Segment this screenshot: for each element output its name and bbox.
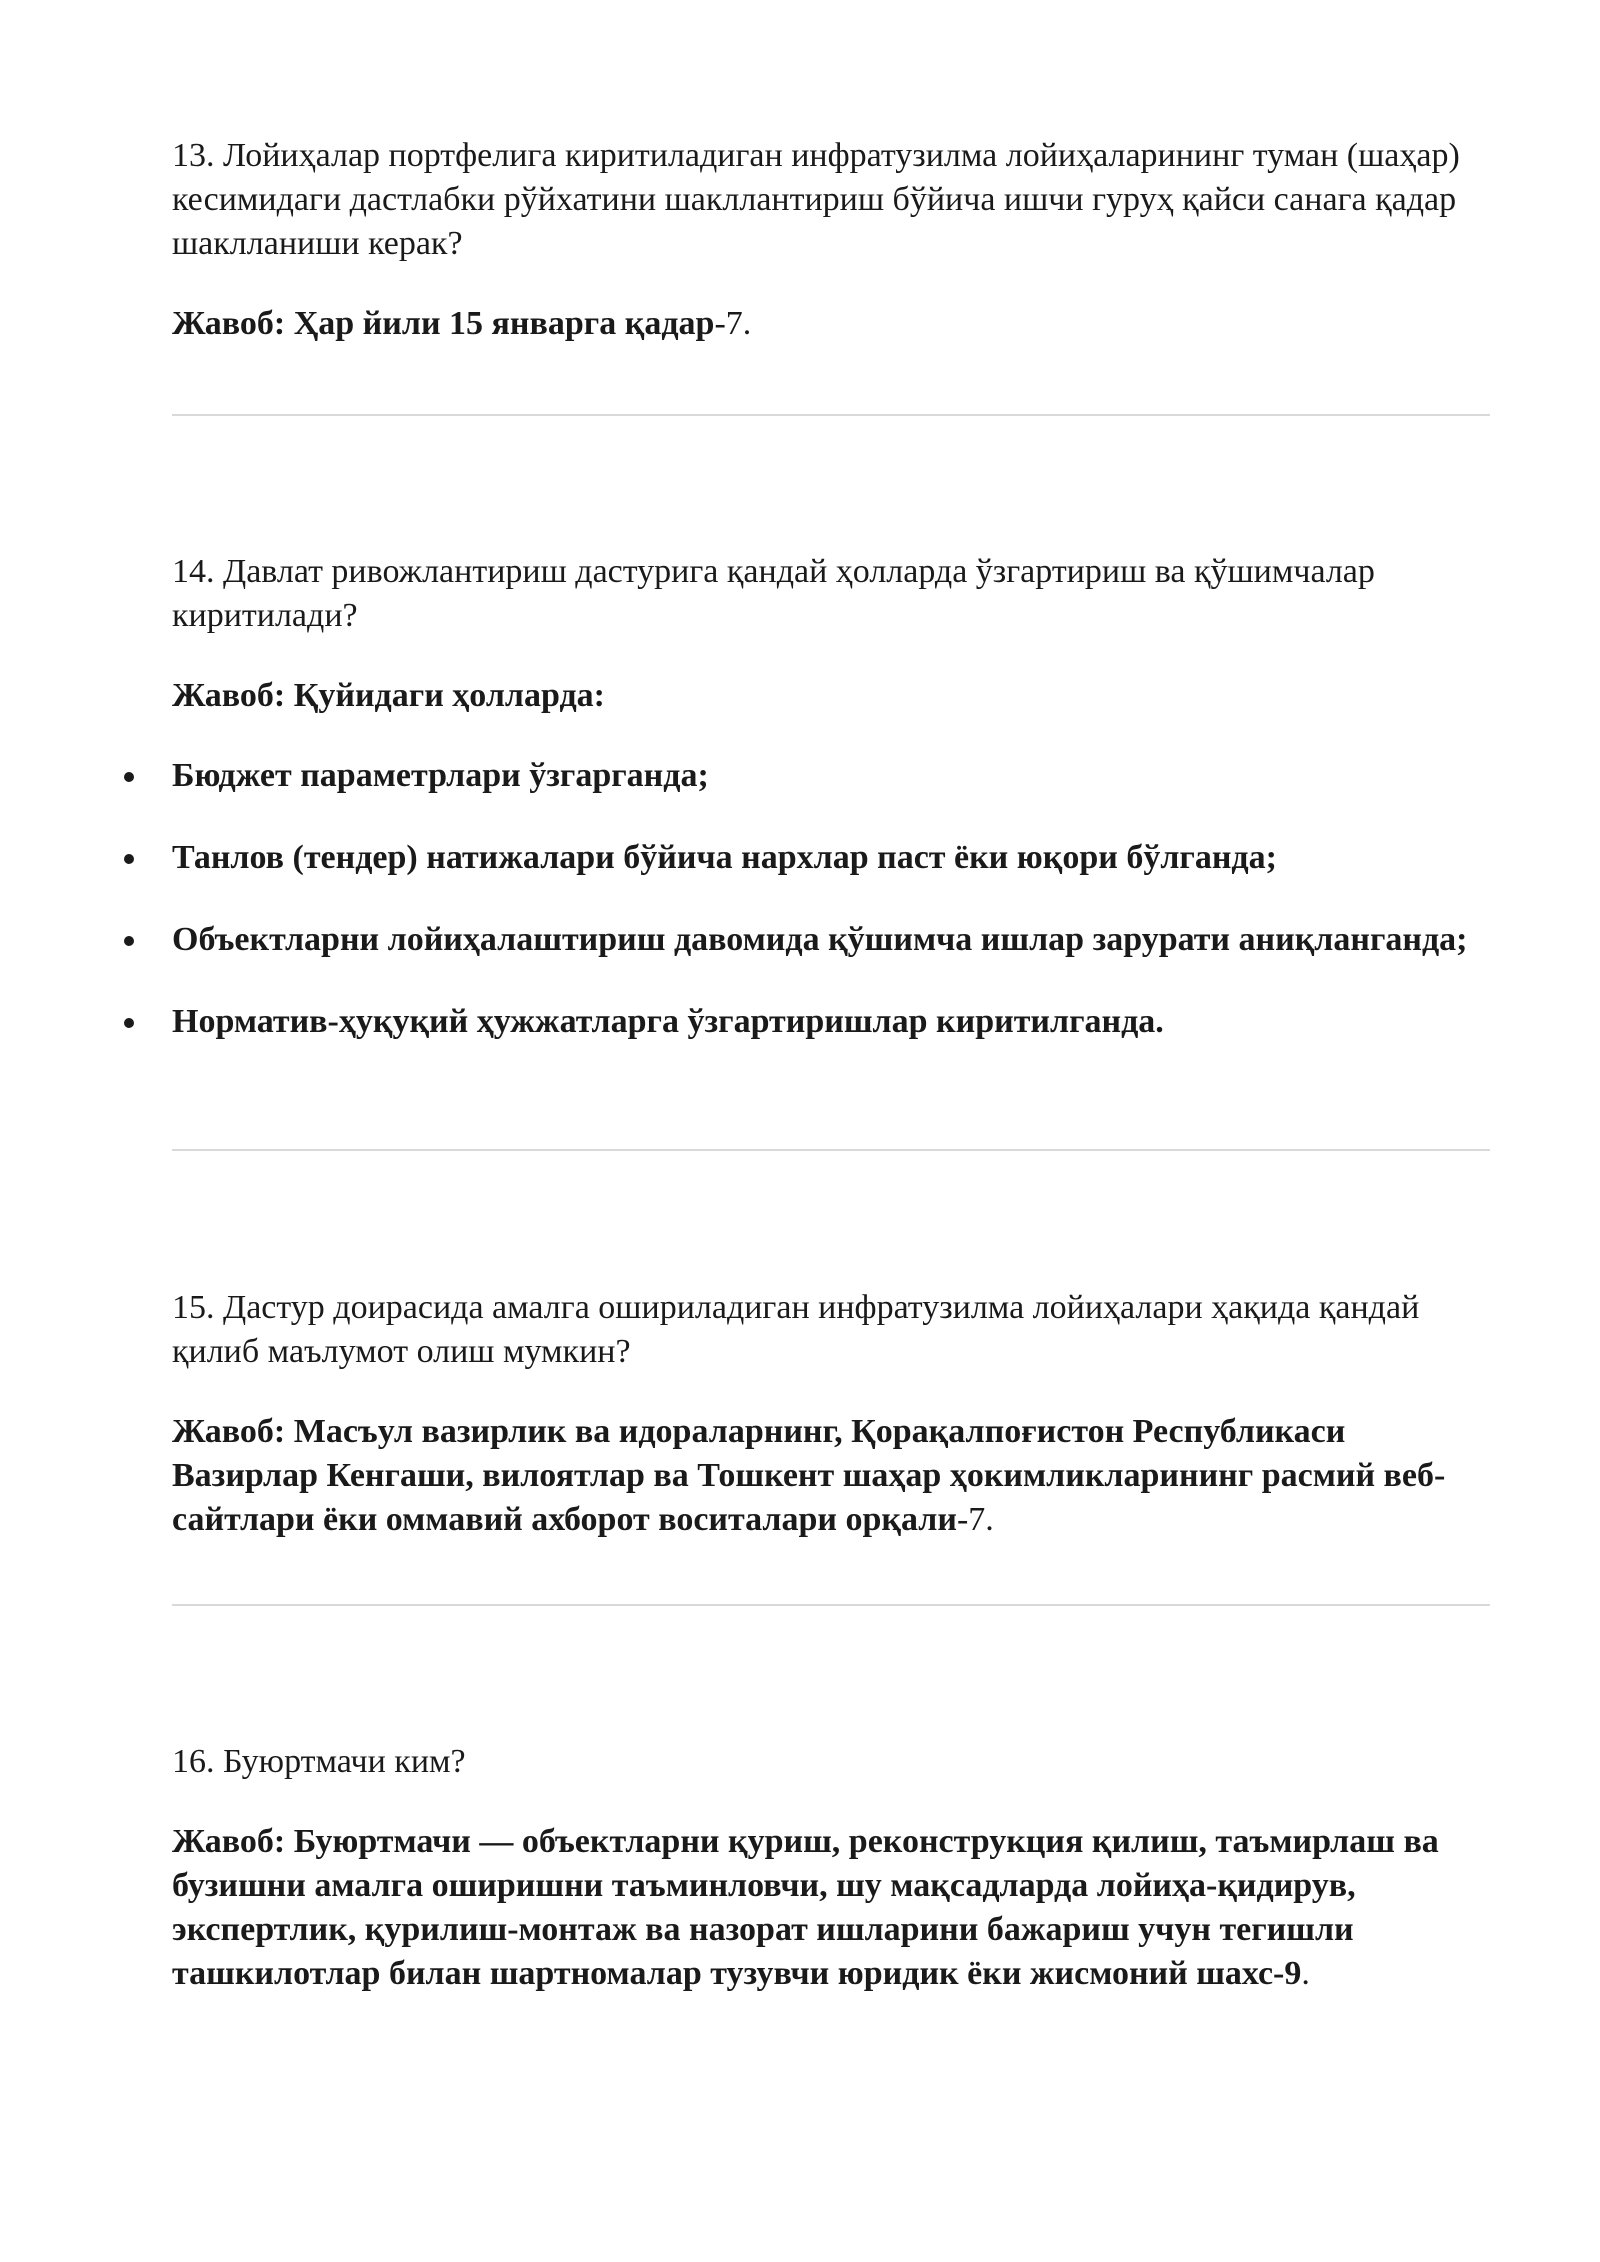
- question-text: 14. Давлат ривожлантириш дастурига қандай ҳолларда ўзгартириш ва қўшимчалар киритилади?: [172, 553, 1375, 634]
- list-item: [172, 918, 1490, 962]
- qa-block-13: [172, 134, 1490, 346]
- question-text: 16. Буюртмачи ким?: [172, 1743, 466, 1780]
- list-item-text: Объектларни лойиҳалаштириш давомида қўшимча ишлар зарурати аниқланганда;: [172, 921, 1468, 958]
- answer-bold: Жавоб: Қуйидаги ҳолларда:: [172, 677, 605, 714]
- list-item-text: Танлов (тендер) натижалари бўйича нархлар паст ёки юқори бўлганда;: [172, 839, 1277, 876]
- answer-text: [172, 302, 1490, 346]
- answer-tail: .: [1301, 1955, 1310, 1992]
- divider: [172, 1604, 1490, 1606]
- list-item: [172, 836, 1490, 880]
- qa-block-15: [172, 1286, 1490, 1542]
- bullet-icon: [124, 772, 134, 782]
- answer-bold: Жавоб: Буюртмачи — объектларни қуриш, реконструкция қилиш, таъмирлаш ва бузишни амалга оширишни таъминловчи, шу мақсадларда лойиҳа-қидирув, экспертлик, қурилиш-монтаж ва назорат ишларини бажариш учун тегишли ташкилотлар билан шартномалар тузувчи юридик ёки жисмоний шахс-9: [172, 1823, 1439, 1992]
- answer-bold: Жавоб: Масъул вазирлик ва идораларнинг, Қорақалпоғистон Республикаси Вазирлар Кенгаши, вилоятлар ва Тошкент шаҳар ҳокимликларининг расмий веб-сайтлари ёки оммавий ахборот воситалари орқали: [172, 1413, 1446, 1538]
- divider: [172, 414, 1490, 416]
- bullet-list: [172, 754, 1490, 1044]
- bullet-icon: [124, 854, 134, 864]
- list-item: [172, 1000, 1490, 1044]
- answer-text: [172, 1410, 1490, 1542]
- list-item-text: Норматив-ҳуқуқий ҳужжатларга ўзгартиришлар киритилганда.: [172, 1003, 1164, 1040]
- bullet-icon: [124, 1018, 134, 1028]
- qa-block-16: [172, 1740, 1490, 1996]
- bullet-icon: [124, 936, 134, 946]
- answer-text: [172, 1820, 1490, 1996]
- list-item: [172, 754, 1490, 798]
- list-item-text: Бюджет параметрлари ўзгарганда;: [172, 757, 709, 794]
- qa-block-14: [172, 550, 1490, 1044]
- question-text: 15. Дастур доирасида амалга ошириладиган инфратузилма лойиҳалари ҳақида қандай қилиб маълумот олиш мумкин?: [172, 1289, 1420, 1370]
- divider: [172, 1149, 1490, 1151]
- answer-tail: -7.: [714, 305, 752, 342]
- answer-tail: -7.: [956, 1501, 994, 1538]
- answer-text: [172, 674, 1490, 718]
- answer-bold: Жавоб: Ҳар йили 15 январга қадар: [172, 305, 715, 342]
- question-text: 13. Лойиҳалар портфелига киритиладиган инфратузилма лойиҳаларининг туман (шаҳар) кесимидаги дастлабки рўйхатини шакллантириш бўйича ишчи гуруҳ қайси санага қадар шаклланиши керак?: [172, 137, 1460, 262]
